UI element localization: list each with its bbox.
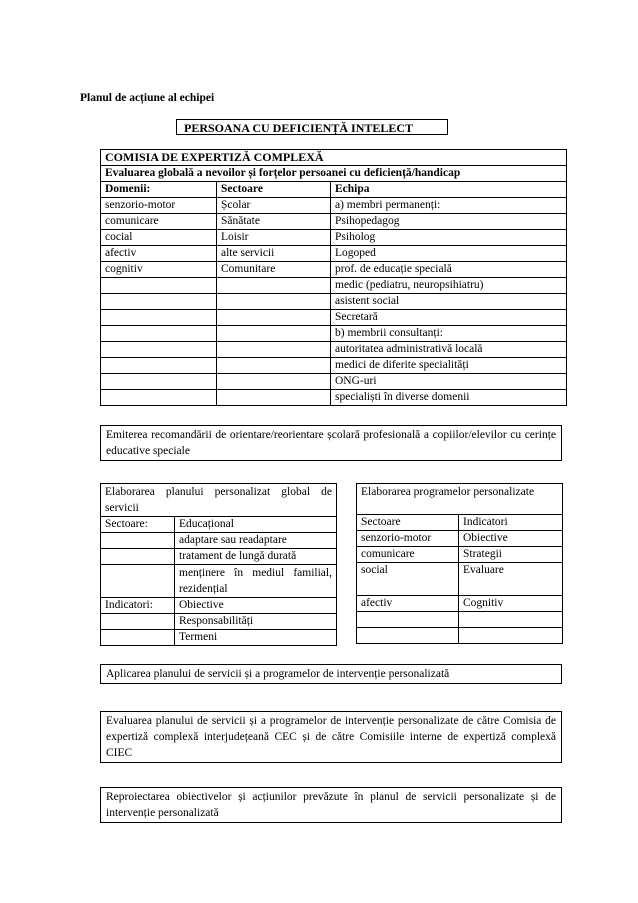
- programs-title: Elaborarea programelor personalizate: [357, 484, 563, 515]
- header-team: Echipa: [331, 182, 567, 198]
- domain-cell: [101, 310, 217, 326]
- domain-cell: [101, 342, 217, 358]
- header-sectors: Sectoare: [217, 182, 331, 198]
- sector-cell: [217, 326, 331, 342]
- commission-row: [101, 294, 567, 310]
- sector-cell: Sănătate: [217, 214, 331, 230]
- commission-title: COMISIA DE EXPERTIZĂ COMPLEXĂ: [101, 150, 567, 166]
- program-sector: senzorio-motor: [357, 531, 459, 547]
- program-sector: social: [357, 563, 459, 596]
- program-indicator: Strategii: [459, 547, 563, 563]
- domain-cell: [101, 390, 217, 406]
- sector-cell: [217, 342, 331, 358]
- indicator-item: Obiective: [175, 598, 337, 614]
- team-cell: ONG-uri: [331, 374, 567, 390]
- program-indicator: Obiective: [459, 531, 563, 547]
- domain-cell: afectiv: [101, 246, 217, 262]
- plan-services-table: [100, 483, 337, 646]
- team-cell: asistent social: [331, 294, 567, 310]
- domain-cell: [101, 374, 217, 390]
- program-sector: comunicare: [357, 547, 459, 563]
- team-cell: autoritatea administrativă locală: [331, 342, 567, 358]
- sector-cell: alte servicii: [217, 246, 331, 262]
- recommendation-box: Emiterea recomandării de orientare/reorientare școlară profesională a copiilor/elevilor cu cerințe educative speciale: [100, 425, 562, 461]
- team-cell: b) membrii consultanți:: [331, 326, 567, 342]
- programs-table: [356, 483, 563, 644]
- commission-row: [101, 230, 567, 246]
- indicator-item: Termeni: [175, 630, 337, 646]
- commission-row: [101, 214, 567, 230]
- plan-services-title: Elaborarea planului personalizat global de servicii: [101, 484, 337, 517]
- indicators-label: Indicatori:: [101, 598, 175, 614]
- program-indicator: [459, 612, 563, 628]
- commission-row: [101, 342, 567, 358]
- domain-cell: [101, 326, 217, 342]
- indicator-item: Responsabilități: [175, 614, 337, 630]
- domain-cell: senzorio-motor: [101, 198, 217, 214]
- person-banner: PERSOANA CU DEFICIENȚĂ INTELECT: [176, 119, 448, 135]
- program-indicator: [459, 628, 563, 644]
- team-cell: prof. de educație specială: [331, 262, 567, 278]
- team-cell: Psihopedagog: [331, 214, 567, 230]
- commission-row: [101, 278, 567, 294]
- sector-cell: [217, 374, 331, 390]
- sector-cell: [217, 278, 331, 294]
- domain-cell: [101, 278, 217, 294]
- program-indicator: Cognitiv: [459, 596, 563, 612]
- sector-cell: [217, 294, 331, 310]
- team-cell: medici de diferite specialități: [331, 358, 567, 374]
- page-title: Planul de acțiune al echipei: [80, 92, 215, 104]
- commission-table: [100, 149, 567, 406]
- domain-cell: cognitiv: [101, 262, 217, 278]
- sector-item: tratament de lungă durată: [175, 549, 337, 565]
- commission-row: [101, 374, 567, 390]
- evaluation-box: Evaluarea planului de servicii și a programelor de intervenție personalizate de către Comisia de expertiză complexă interjudețeană CEC și de către Comisiile interne de expertiză complexă CIEC: [100, 711, 562, 763]
- sector-item: adaptare sau readaptare: [175, 533, 337, 549]
- domain-cell: [101, 294, 217, 310]
- team-cell: Logoped: [331, 246, 567, 262]
- team-cell: Psiholog: [331, 230, 567, 246]
- domain-cell: comunicare: [101, 214, 217, 230]
- sector-item: menținere în mediul familial, rezidențial: [175, 565, 337, 598]
- sectors-label: Sectoare:: [101, 517, 175, 533]
- commission-row: [101, 246, 567, 262]
- commission-row: [101, 326, 567, 342]
- redesign-box: Reproiectarea obiectivelor și acțiunilor prevăzute în planul de servicii personalizate și de intervenție personalizată: [100, 787, 562, 823]
- sector-cell: [217, 390, 331, 406]
- commission-row: [101, 358, 567, 374]
- sector-cell: [217, 310, 331, 326]
- program-sector: [357, 612, 459, 628]
- commission-row: [101, 198, 567, 214]
- sector-cell: Loisir: [217, 230, 331, 246]
- sector-cell: Școlar: [217, 198, 331, 214]
- team-cell: Secretară: [331, 310, 567, 326]
- domain-cell: cocial: [101, 230, 217, 246]
- commission-row: [101, 310, 567, 326]
- domain-cell: [101, 358, 217, 374]
- application-box: Aplicarea planului de servicii și a programelor de intervenție personalizată: [100, 664, 562, 684]
- header-domains: Domenii:: [101, 182, 217, 198]
- commission-row: [101, 262, 567, 278]
- programs-header-indicators: Indicatori: [459, 515, 563, 531]
- commission-subtitle: Evaluarea globală a nevoilor și forțelor persoanei cu deficiență/handicap: [101, 166, 567, 182]
- programs-header-sectors: Sectoare: [357, 515, 459, 531]
- team-cell: a) membri permanenți:: [331, 198, 567, 214]
- team-cell: medic (pediatru, neuropsihiatru): [331, 278, 567, 294]
- team-cell: specialiști în diverse domenii: [331, 390, 567, 406]
- sector-item: Educațional: [175, 517, 337, 533]
- commission-row: [101, 390, 567, 406]
- program-sector: [357, 628, 459, 644]
- sector-cell: Comunitare: [217, 262, 331, 278]
- program-indicator: Evaluare: [459, 563, 563, 596]
- program-sector: afectiv: [357, 596, 459, 612]
- sector-cell: [217, 358, 331, 374]
